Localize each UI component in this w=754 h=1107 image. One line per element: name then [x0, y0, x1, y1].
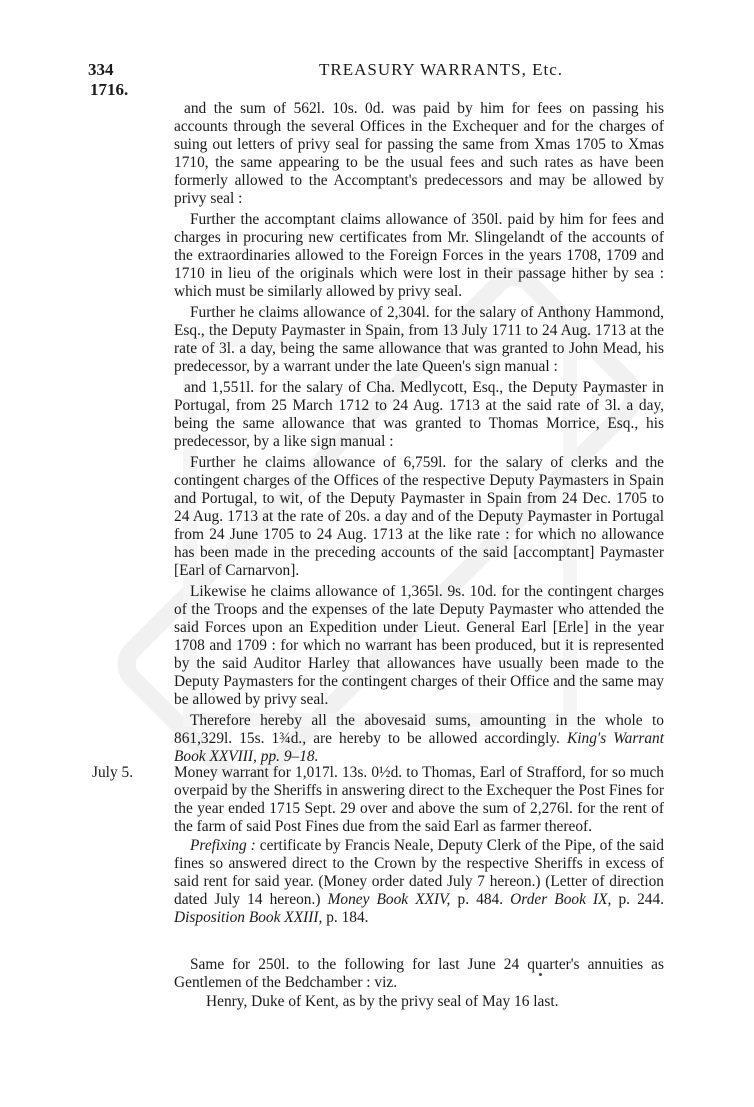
- prefix-text: certificate by Francis Neale, Deputy Clerk of the Pipe, of the said fines so answered direct to the Crown by the respective Sheriffs in excess of said rent for said year. (Money order dated July 7 hereon.) (Letter of direction dated July 14 hereon.): [174, 837, 664, 908]
- paragraph-certificates: Further the accomptant claims allowance of 350l. paid by him for fees and charges in procuring new certificates from Mr. Slingelandt of the accounts of the extraordinaries allowed to the Foreign Forces in the years 1708, 1709 and 1710 in lieu of the originals which were lost in their passage hither by sea : which must be similarly allowed by privy seal.: [174, 211, 664, 300]
- entry-main: Money warrant for 1,017l. 13s. 0½d. to Thomas, Earl of Strafford, for so much overpaid by the Sheriffs in answering direct to the Exchequer the Post Fines for the year ended 1715 Sept. 29 over and above the sum of 2,276l. for the rent of the farm of said Post Fines due from the said Earl as farmer thereof.: [174, 764, 664, 835]
- prefix-label: Prefixing :: [190, 837, 256, 854]
- same-entry-item: Henry, Duke of Kent, as by the privy seal of May 16 last.: [206, 993, 559, 1010]
- stray-mark: [539, 973, 542, 976]
- money-book-pages: p. 484.: [457, 891, 504, 908]
- page-number: 334: [88, 60, 114, 79]
- running-year: 1716.: [90, 80, 129, 99]
- spacer: [174, 928, 664, 956]
- order-book-ref: Order Book IX,: [510, 891, 612, 908]
- same-entry: Same for 250l. to the following for last June 24 quarter's annuities as Gentlemen of the Bedchamber : viz.: [174, 956, 664, 991]
- paragraph-spain-salary: Further he claims allowance of 2,304l. for the salary of Anthony Hammond, Esq., the Deputy Paymaster in Spain, from 13 July 1711 to 24 Aug. 1713 at the rate of 3l. a day, being the same allowance that was granted to John Mead, his predecessor, by a warrant under the late Queen's sign manual :: [174, 304, 664, 375]
- money-book-ref: Money Book XXIV,: [327, 891, 451, 908]
- order-book-pages: p. 244.: [618, 891, 665, 908]
- running-title: TREASURY WARRANTS, Etc.: [318, 60, 564, 79]
- paragraph-portugal-salary: and 1,551l. for the salary of Cha. Medlycott, Esq., the Deputy Paymaster in Portugal, from 25 March 1712 to 24 Aug. 1713 at the said rate of 3l. a day, being the same allowance that was granted to Thomas Morrice, Esq., his predecessor, by a like sign manual :: [174, 379, 664, 450]
- conclusion-reference: King's Warrant Book XXVIII, pp. 9–18.: [174, 730, 665, 765]
- paragraph-conclusion: [174, 712, 664, 766]
- entry-prefix: [174, 837, 664, 927]
- entry-date: July 5.: [92, 764, 134, 781]
- entry-block: [174, 764, 664, 1012]
- disposition-book-pages: p. 184.: [326, 909, 369, 926]
- paragraph-contingent: Likewise he claims allowance of 1,365l. 9s. 10d. for the contingent charges of the Troops and the expenses of the late Deputy Paymaster who attended the said Forces upon an Expedition under Lieut. General Earl [Erle] in the year 1708 and 1709 : for which no warrant has been produced, but it is represented by the said Auditor Harley that allowances have usually been made to the Deputy Paymasters for the contingent charges of their Office and the same may be allowed by privy seal.: [174, 583, 664, 708]
- conclusion-text: Therefore hereby all the abovesaid sums, amounting in the whole to 861,329l. 15s. 1¾d., are hereby to be allowed accordingly.: [174, 712, 664, 747]
- paragraph-clerks: Further he claims allowance of 6,759l. for the salary of clerks and the contingent charges of the Offices of the respective Deputy Paymasters in Spain and Portugal, to wit, of the Deputy Paymaster in Spain from 24 Dec. 1705 to 24 Aug. 1713 at the rate of 20s. a day and of the Deputy Paymaster in Portugal from 24 June 1705 to 24 Aug. 1713 at the like rate : for which no allowance has been made in the preceding accounts of the said [accomptant] Paymaster [Earl of Carnarvon].: [174, 454, 664, 579]
- page-header: [88, 60, 694, 99]
- paragraph-fees: and the sum of 562l. 10s. 0d. was paid by him for fees on passing his accounts through the several Offices in the Exchequer and for the charges of suing out letters of privy seal for passing the same from Xmas 1705 to Xmas 1710, the same appearing to be the usual fees and such rates as have been formerly allowed to the Accomptant's predecessors and may be allowed by privy seal :: [174, 100, 664, 207]
- main-text: [174, 100, 664, 769]
- disposition-book-ref: Disposition Book XXIII,: [174, 909, 323, 926]
